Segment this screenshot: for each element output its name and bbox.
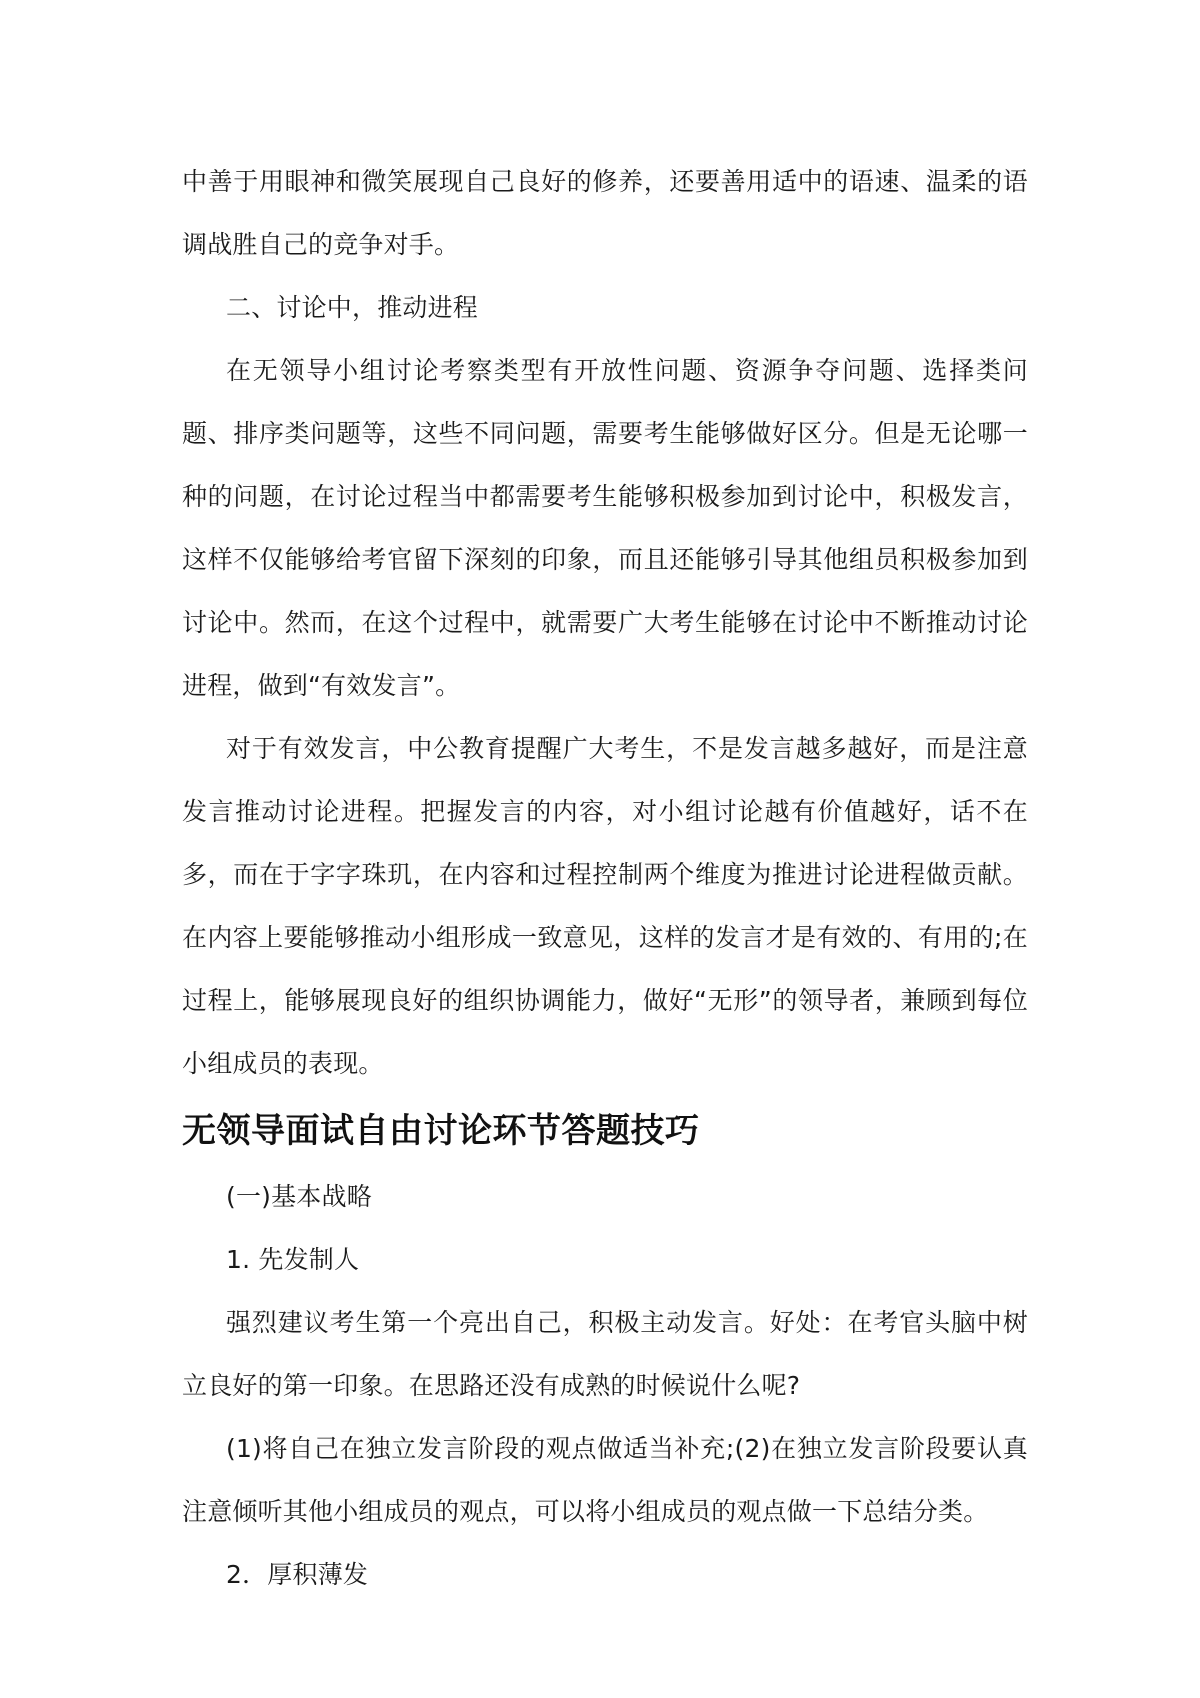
section-heading: 无领导面试自由讨论环节答题技巧	[182, 1111, 700, 1151]
list-item-heading: 2．厚积薄发	[226, 1560, 369, 1589]
section-subheading: 二、讨论中，推动进程	[226, 293, 479, 322]
body-paragraph: 强烈建议考生第一个亮出自己，积极主动发言。好处：在考官头脑中树立良好的第一印象。在思路还没有成熟的时候说什么呢?	[182, 1308, 1028, 1400]
section-subheading: (一)基本战略	[226, 1182, 372, 1211]
body-paragraph: (1)将自己在独立发言阶段的观点做适当补充;(2)在独立发言阶段要认真注意倾听其他小组成员的观点，可以将小组成员的观点做一下总结分类。	[182, 1434, 1028, 1526]
body-paragraph: 对于有效发言，中公教育提醒广大考生，不是发言越多越好，而是注意发言推动讨论进程。把握发言的内容，对小组讨论越有价值越好，话不在多，而在于字字珠玑，在内容和过程控制两个维度为推进讨论进程做贡献。在内容上要能够推动小组形成一致意见，这样的发言才是有效的、有用的;在过程上，能够展现良好的组织协调能力，做好“无形”的领导者，兼顾到每位小组成员的表现。	[182, 734, 1028, 1078]
document-page	[182, 150, 1028, 1606]
body-paragraph: 在无领导小组讨论考察类型有开放性问题、资源争夺问题、选择类问题、排序类问题等，这些不同问题，需要考生能够做好区分。但是无论哪一种的问题，在讨论过程当中都需要考生能够积极参加到讨论中，积极发言，这样不仅能够给考官留下深刻的印象，而且还能够引导其他组员积极参加到讨论中。然而，在这个过程中，就需要广大考生能够在讨论中不断推动讨论进程，做到“有效发言”。	[182, 356, 1028, 700]
body-paragraph: 中善于用眼神和微笑展现自己良好的修养，还要善用适中的语速、温柔的语调战胜自己的竞争对手。	[182, 167, 1028, 259]
list-item-heading: 1. 先发制人	[226, 1245, 360, 1274]
